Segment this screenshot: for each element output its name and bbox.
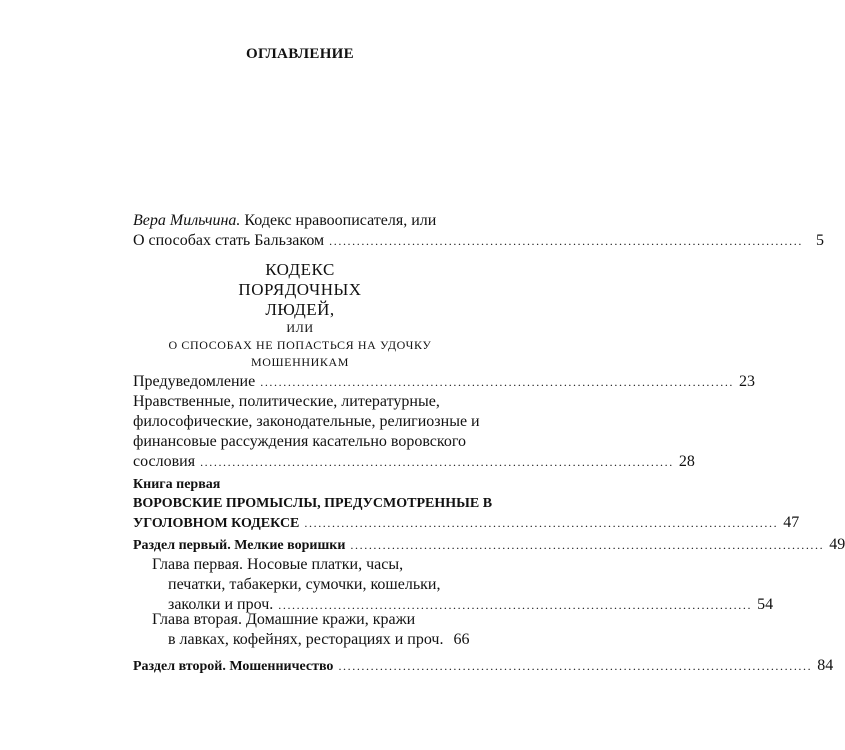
reflections-line1: Нравственные, политические, литературные, [133, 393, 440, 410]
dot-leader: ....................................................................................................... [350, 538, 825, 552]
reflections-line2: философические, законодательные, религиозные и [133, 413, 480, 430]
reflections-line3: финансовые рассуждения касательно воровского [133, 433, 467, 450]
book-title-line5: О СПОСОБАХ НЕ ПОПАСТЬСЯ НА УДОЧКУ [168, 338, 432, 352]
chapter-two-line2: в лавках, кофейнях, ресторациях и проч. [168, 631, 444, 648]
chapter-two-line1: Глава вторая. Домашние кражи, кражи [152, 611, 416, 628]
page-number: 84 [817, 657, 834, 674]
page-number: 28 [678, 453, 695, 470]
dot-leader: ....................................................................................................... [260, 375, 735, 389]
dot-leader: ....................................................................................................... [200, 455, 674, 469]
chapter-one-line3: заколки и проч. [168, 596, 274, 613]
toc-entry-chapter-one[interactable] [152, 555, 774, 615]
page-number: 49 [829, 536, 845, 553]
book-title [0, 260, 600, 371]
book-one-label: Книга первая [133, 477, 221, 492]
book-one-title-line2: УГОЛОВНОМ КОДЕКСЕ [133, 516, 300, 531]
book-one-title-line1: ВОРОВСКИЕ ПРОМЫСЛЫ, ПРЕДУСМОТРЕННЫЕ В [133, 496, 493, 511]
book-title-line3: ЛЮДЕЙ, [265, 300, 335, 319]
intro-title-line1: Кодекс нравоописателя, или [244, 212, 437, 229]
book-title-line1: КОДЕКС [265, 260, 335, 279]
book-title-line4: ИЛИ [286, 321, 314, 335]
reflections-line4: сословия [133, 453, 196, 470]
dot-leader: ....................................................................................................... [304, 516, 779, 530]
chapter-one-line2: печатки, табакерки, сумочки, кошельки, [168, 576, 441, 593]
dot-leader: ....................................................................................................... [329, 234, 803, 248]
toc-entry-intro[interactable] [133, 211, 824, 251]
page-number: 47 [783, 514, 800, 531]
page-number: 54 [757, 596, 774, 613]
dot-leader: ....................................................................................................... [338, 659, 813, 673]
book-title-line6: МОШЕННИКАМ [250, 355, 350, 369]
toc-entry-preface[interactable] [133, 372, 756, 392]
toc-entry-chapter-two[interactable] [152, 610, 470, 650]
chapter-one-line1: Глава первая. Носовые платки, часы, [152, 556, 404, 573]
page-number: 23 [739, 373, 756, 390]
preface-label: Предуведомление [133, 373, 256, 390]
toc-entry-reflections[interactable] [133, 392, 695, 472]
toc-entry-book-one[interactable] [133, 475, 800, 533]
toc-entry-section-one[interactable] [133, 535, 845, 556]
section-one-label: Раздел первый. Мелкие воришки [133, 538, 346, 553]
book-title-line2: ПОРЯДОЧНЫХ [238, 280, 362, 299]
toc-entry-section-two[interactable] [133, 656, 834, 677]
page-title: ОГЛАВЛЕНИЕ [246, 46, 354, 62]
dot-leader: ....................................................................................................... [278, 598, 753, 612]
intro-author: Вера Мильчина. [133, 212, 241, 229]
section-two-label: Раздел второй. Мошенничество [133, 659, 334, 674]
page-number: 66 [453, 631, 470, 648]
page-number: 5 [815, 232, 824, 249]
intro-title-line2: О способах стать Бальзаком [133, 232, 325, 249]
